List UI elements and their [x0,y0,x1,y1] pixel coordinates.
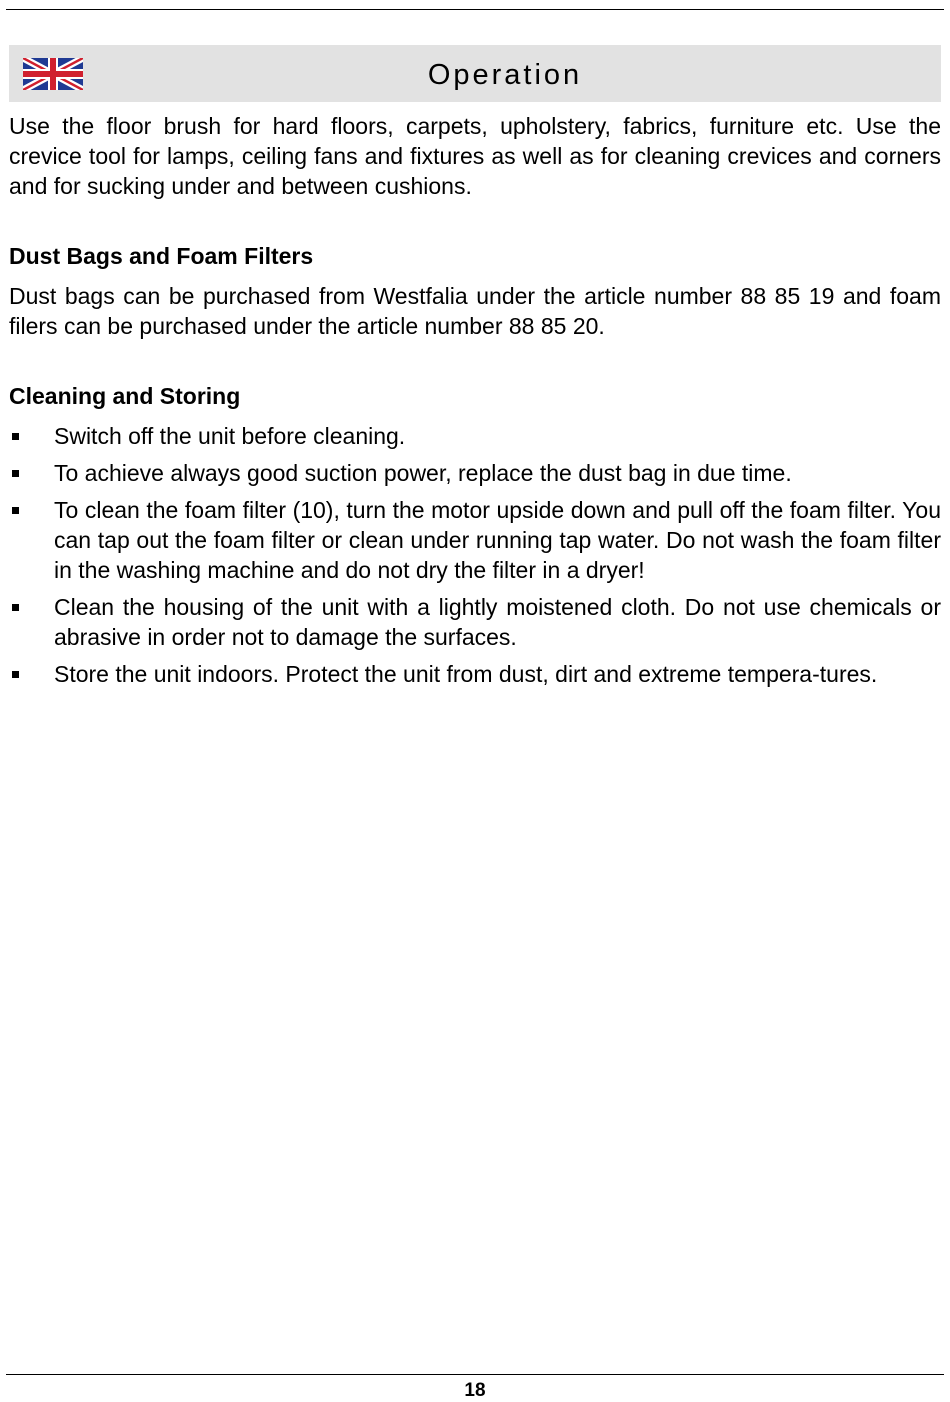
bullet-icon [12,671,19,678]
dust-bags-paragraph: Dust bags can be purchased from Westfalia under the article number 88 85 19 and foam filers can be purchased under the article number 88 85 20. [9,283,941,339]
content [9,111,941,696]
list-item: To clean the foam filter (10), turn the motor upside down and pull off the foam filter. You can tap out the foam filter or clean under running tap water. Do not wash the foam filter in the washing machine and do not dry the filter in a dryer! [9,495,941,585]
section-header [9,45,941,102]
bullet-icon [12,470,19,477]
list-item: Clean the housing of the unit with a lightly moistened cloth. Do not use chemicals or abrasive in order not to damage the surfaces. [9,592,941,652]
list-item: Store the unit indoors. Protect the unit from dust, dirt and extreme tempera-tures. [9,659,941,689]
bullet-icon [12,433,19,440]
bullet-icon [12,507,19,514]
list-item: Switch off the unit before cleaning. [9,421,941,451]
top-rule [6,9,944,10]
page-number: 18 [464,1380,486,1401]
bottom-rule [6,1374,944,1375]
list-item: To achieve always good suction power, replace the dust bag in due time. [9,458,941,488]
intro-paragraph: Use the floor brush for hard floors, carpets, upholstery, fabrics, furniture etc. Use the crevice tool for lamps, ceiling fans and fixtures as well as for cleaning crevices and corners and for sucking under and between cushions. [9,113,941,199]
page-title: Operation [427,59,583,91]
cleaning-list [9,421,941,689]
bullet-icon [12,604,19,611]
cleaning-heading: Cleaning and Storing [9,383,241,409]
dust-bags-heading: Dust Bags and Foam Filters [9,243,314,269]
